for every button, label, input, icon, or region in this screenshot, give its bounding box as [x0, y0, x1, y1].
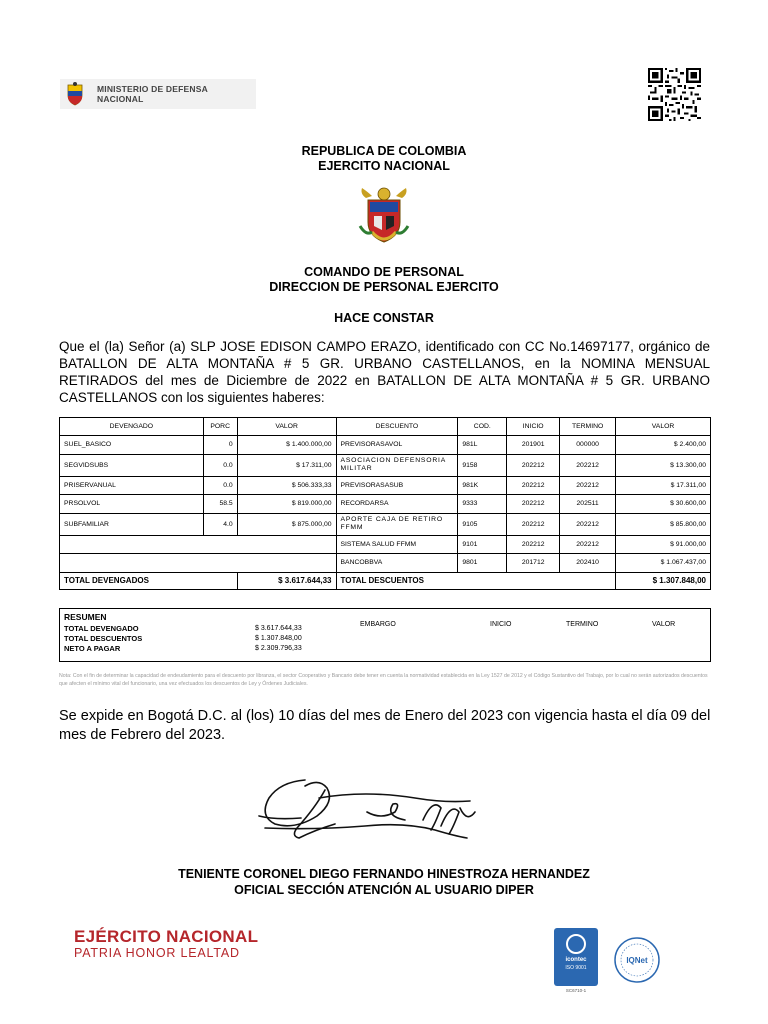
table-row	[60, 495, 711, 514]
summary-total-devengado-label: TOTAL DEVENGADO	[64, 624, 139, 633]
cell-devengado: SUEL_BASICO	[60, 436, 204, 455]
intro-paragraph: Que el (la) Señor (a) SLP JOSE EDISON CAMPO ERAZO, identificado con CC No.14697177, orgánico de BATALLON DE ALTA MONTAÑA # 5 GR. URBANO CASTELLANOS, en la NOMINA MENSUAL RETIRADOS del mes de Diciembre de 2022 en BATALLON DE ALTA MONTAÑA # 5 GR. URBANO CASTELLANOS con los siguientes haberes:	[59, 339, 710, 405]
total-descuentos-label: TOTAL DESCUENTOS	[336, 572, 616, 589]
cell-descuento-text: ASOCIACION DEFENSORIA MILITAR	[340, 457, 446, 472]
cell-inicio: 201901	[507, 436, 560, 455]
cell-devengado: SUBFAMILIAR	[60, 513, 204, 535]
cell-porc: 4.0	[203, 513, 237, 535]
cell-valor: $ 17.311,00	[237, 454, 336, 476]
summary-title: RESUMEN	[64, 612, 107, 622]
footer-motto: PATRIA HONOR LEALTAD	[74, 946, 240, 960]
table-row	[60, 476, 711, 495]
cell-valor: $ 506.333,33	[237, 476, 336, 495]
col-devengado: DEVENGADO	[60, 418, 204, 436]
col-valor: VALOR	[237, 418, 336, 436]
cell-devengado: PRSOLVOL	[60, 495, 204, 514]
table-row	[60, 554, 711, 573]
cell-cod: 9105	[458, 513, 507, 535]
col-porc: PORC	[203, 418, 237, 436]
table-row	[60, 513, 711, 535]
cell-termino: 202212	[560, 454, 616, 476]
cell-devengado: SEGVIDSUBS	[60, 454, 204, 476]
cell-valor-descuento: $ 2.400,00	[616, 436, 711, 455]
cell-termino: 202410	[560, 554, 616, 573]
cell-valor-descuento: $ 13.300,00	[616, 454, 711, 476]
cell-termino: 202212	[560, 513, 616, 535]
cell-inicio: 201712	[507, 554, 560, 573]
summary-col-embargo: EMBARGO	[360, 621, 396, 628]
cell-cod: 981L	[458, 436, 507, 455]
summary-total-descuentos-label: TOTAL DESCUENTOS	[64, 634, 143, 643]
total-devengados-value: $ 3.617.644,33	[237, 572, 336, 589]
col-termino: TERMINO	[560, 418, 616, 436]
summary-box	[59, 608, 711, 662]
iqnet-seal-icon	[613, 936, 661, 984]
cell-descuento: PREVISORASAVOL	[336, 436, 458, 455]
cell-porc: 0.0	[203, 454, 237, 476]
summary-total-descuentos-value: $ 1.307.848,00	[255, 635, 302, 642]
cell-descuento	[336, 513, 458, 535]
cell-cod: 981K	[458, 476, 507, 495]
col-inicio: INICIO	[507, 418, 560, 436]
cell-termino: 202212	[560, 535, 616, 554]
header-command: COMANDO DE PERSONAL	[304, 265, 464, 279]
army-crest-icon	[358, 186, 410, 246]
cell-inicio: 202212	[507, 495, 560, 514]
cell-devengado: PRISERVANUAL	[60, 476, 204, 495]
cell-inicio: 202212	[507, 535, 560, 554]
handwritten-signature	[255, 768, 500, 850]
certificate-code: SC6710-1	[565, 988, 587, 993]
cell-inicio: 202212	[507, 454, 560, 476]
iqnet-text: IQNet	[626, 956, 648, 965]
cell-valor: $ 875.000,00	[237, 513, 336, 535]
cell-cod: 9158	[458, 454, 507, 476]
ministry-line2: NACIONAL	[97, 94, 144, 104]
cell-valor: $ 819.000,00	[237, 495, 336, 514]
cell-porc: 0.0	[203, 476, 237, 495]
cell-descuento	[336, 454, 458, 476]
total-descuentos-value: $ 1.307.848,00	[616, 572, 711, 589]
summary-neto-label: NETO A PAGAR	[64, 644, 121, 653]
col-descuento: DESCUENTO	[336, 418, 458, 436]
header-army: EJERCITO NACIONAL	[318, 159, 450, 173]
summary-col-termino: TERMINO	[566, 621, 599, 628]
cell-descuento: SISTEMA SALUD FFMM	[336, 535, 458, 554]
document-header	[0, 144, 768, 174]
command-header	[0, 265, 768, 295]
signer-name: TENIENTE CORONEL DIEGO FERNANDO HINESTROZA HERNANDEZ	[178, 867, 590, 881]
colombia-shield-icon	[65, 82, 85, 106]
cell-inicio: 202212	[507, 476, 560, 495]
totals-row	[60, 572, 711, 589]
cell-descuento-text: APORTE CAJA DE RETIRO FFMM	[340, 516, 443, 531]
header-direction: DIRECCION DE PERSONAL EJERCITO	[269, 280, 499, 294]
cell-valor-descuento: $ 91.000,00	[616, 535, 711, 554]
summary-col-valor: VALOR	[652, 621, 676, 628]
total-devengados-label: TOTAL DEVENGADOS	[60, 572, 238, 589]
summary-total-devengado-value: $ 3.617.644,33	[255, 625, 302, 632]
cell-valor: $ 1.400.000,00	[237, 436, 336, 455]
cell-descuento: RECORDARSA	[336, 495, 458, 514]
table-header-row	[60, 418, 711, 436]
icontec-label: icontec	[565, 957, 587, 963]
cell-cod: 9333	[458, 495, 507, 514]
cell-empty	[60, 535, 337, 554]
cell-valor-descuento: $ 85.800,00	[616, 513, 711, 535]
col-cod: COD.	[458, 418, 507, 436]
summary-neto-value: $ 2.309.796,33	[255, 645, 302, 652]
iqnet-certification-logo	[613, 936, 661, 984]
icontec-certification-logo	[554, 928, 598, 986]
cell-termino: 000000	[560, 436, 616, 455]
legal-note: Nota: Con el fin de determinar la capacidad de endeudamiento para el descuento por libranza, el sector Cooperativo y Bancario debe tener en cuenta la normatividad establecida en la Ley 1527 de 2012 y el Código Sustantivo del Trabajo, por lo cual no serán autorizados descuentos que afecten el mínimo vital del funcionario, una vez efectuados los descuentos de Ley y Órdenes Judiciales.	[59, 673, 708, 687]
qr-code[interactable]	[648, 68, 701, 121]
iso-label: ISO 9001	[565, 965, 587, 971]
cell-valor-descuento: $ 1.067.437,00	[616, 554, 711, 573]
cell-inicio: 202212	[507, 513, 560, 535]
ministry-logo	[60, 79, 256, 109]
cell-cod: 9101	[458, 535, 507, 554]
cell-termino: 202511	[560, 495, 616, 514]
summary-col-inicio: INICIO	[490, 621, 512, 628]
cell-valor-descuento: $ 30.600,00	[616, 495, 711, 514]
table-row	[60, 454, 711, 476]
header-republic: REPUBLICA DE COLOMBIA	[301, 144, 467, 158]
hace-constar-title: HACE CONSTAR	[334, 311, 434, 325]
cell-descuento: BANCOBBVA	[336, 554, 458, 573]
cell-termino: 202212	[560, 476, 616, 495]
footer-army-logo: EJÉRCITO NACIONAL	[74, 927, 259, 946]
issue-statement: Se expide en Bogotá D.C. al (los) 10 días del mes de Enero del 2023 con vigencia hasta el día 09 del mes de Febrero del 2023.	[59, 708, 711, 743]
cell-porc: 0	[203, 436, 237, 455]
cell-empty	[60, 554, 337, 573]
cell-cod: 9801	[458, 554, 507, 573]
cell-descuento: PREVISORASASUB	[336, 476, 458, 495]
cell-porc: 58.5	[203, 495, 237, 514]
col-valor-descuento: VALOR	[616, 418, 711, 436]
table-row	[60, 436, 711, 455]
table-row	[60, 535, 711, 554]
icontec-ring-icon	[566, 934, 586, 954]
ministry-line1: MINISTERIO DE DEFENSA	[97, 84, 208, 94]
earnings-deductions-table	[59, 417, 711, 590]
cell-valor-descuento: $ 17.311,00	[616, 476, 711, 495]
signer-title: OFICIAL SECCIÓN ATENCIÓN AL USUARIO DIPER	[234, 883, 534, 897]
